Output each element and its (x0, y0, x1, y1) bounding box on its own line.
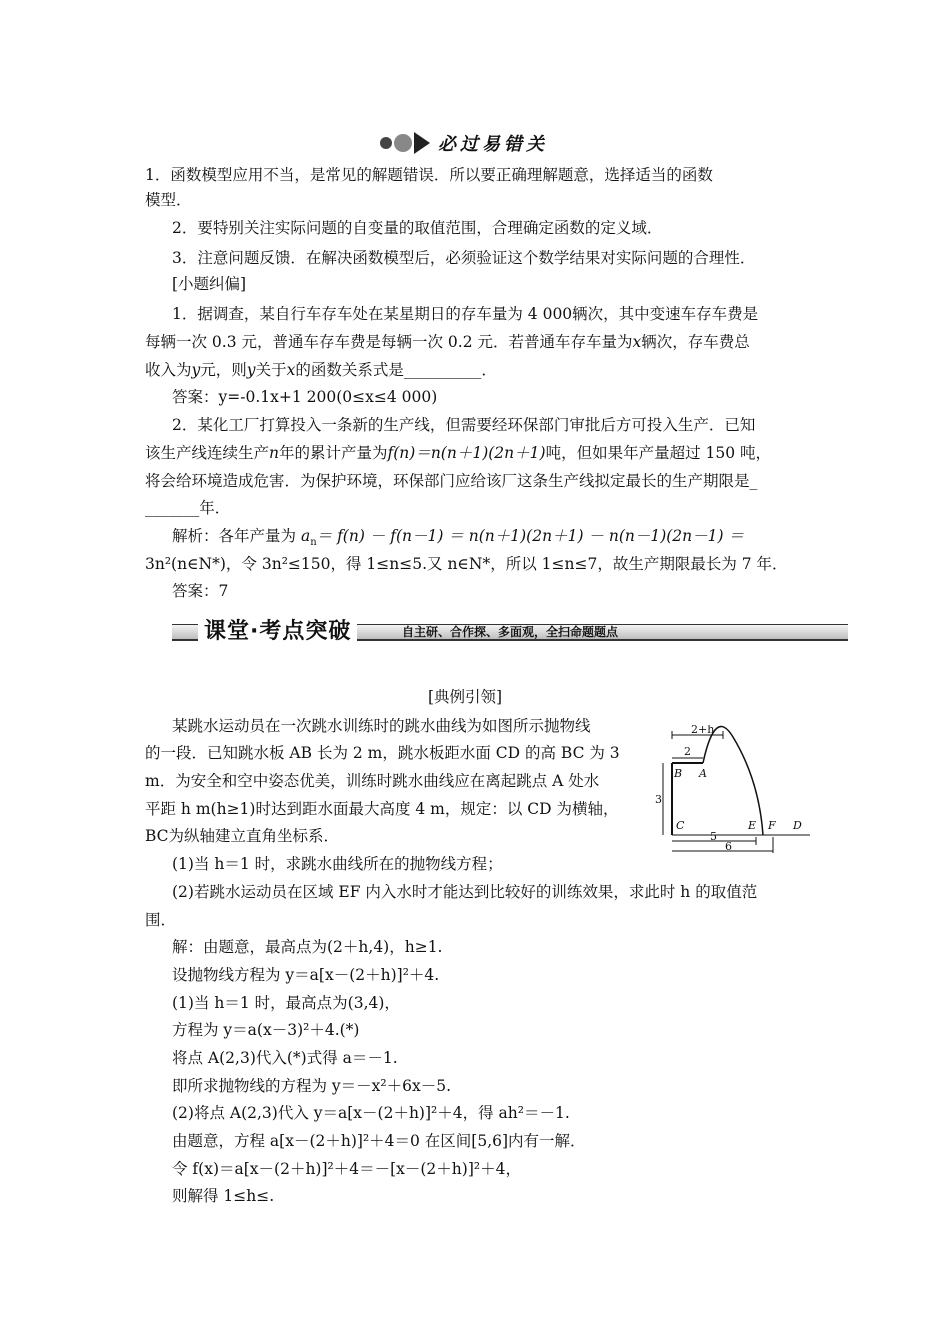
example-line-4: 平距 h m(h≥1)时达到距水面最大高度 4 m，规定：以 CD 为横轴， (145, 800, 619, 818)
section-header-title: 必过易错关 (438, 134, 548, 155)
section-header-mistakes (380, 130, 548, 156)
q2-line-4: _______年． (145, 499, 231, 517)
bullet-dot-icon (380, 137, 392, 149)
solution-line-5: 将点 A(2,3)代入(*)式得 a＝－1. (172, 1049, 398, 1067)
q1-line-2: 每辆一次 0.3 元，普通车存车费是每辆一次 0.2 元．若普通车存车量为x辆次，存车费总 (145, 333, 750, 351)
label-B: B (674, 767, 683, 780)
banner-title: 课堂·考点突破 (198, 614, 357, 645)
example-line-5: BC为纵轴建立直角坐标系． (145, 827, 340, 845)
label-2h: 2+h (691, 725, 715, 736)
label-ab: 2 (684, 745, 691, 758)
arrow-triangle-icon (414, 132, 430, 154)
q1-line-1: 1．据调查，某自行车存车处在某星期日的存车量为 4 000辆次，其中变速车存车费是 (172, 305, 759, 323)
q2-answer: 答案：7 (172, 582, 229, 600)
banner-subtitle: 自主研、合作探、多面观，全扫命题题点 (402, 625, 619, 639)
label-cf: 6 (725, 840, 732, 853)
solution-line-9: 令 f(x)＝a[x－(2＋h)]²＋4＝－[x－(2＋h)]²＋4， (172, 1160, 521, 1178)
intro-line-3: 2．要特别关注实际问题的自变量的取值范围，合理确定函数的定义域． (172, 219, 663, 237)
solution-line-4: 方程为 y＝a(x－3)²＋4.(*) (172, 1021, 360, 1039)
label-D: D (793, 819, 802, 832)
label-F: F (768, 819, 776, 832)
q2-solution-line-1: 解析：各年产量为 $a_n= f(n) - f(n-1) = n(n+1)(2n+1) - n(n-1)(2n-1)$ ＝ (172, 527, 744, 549)
label-C: C (676, 819, 685, 832)
part-2: (2)若跳水运动员在区域 EF 内入水时才能达到比较好的训练效果，求此时 h 的取值范 (172, 883, 758, 901)
label-ce: 5 (710, 830, 717, 843)
solution-line-2: 设抛物线方程为 y＝a[x－(2＋h)]²＋4. (172, 966, 440, 984)
label-A: A (699, 767, 707, 780)
solution-line-3: (1)当 h＝1 时，最高点为(3,4)， (172, 994, 400, 1012)
label-height: 3 (655, 793, 662, 806)
solution-line-6: 即所求抛物线的方程为 y＝－x²＋6x－5. (172, 1077, 452, 1095)
solution-line-1: 解：由题意，最高点为(2＋h,4)，h≥1. (172, 938, 443, 956)
q2-line-1: 2．某化工厂打算投入一条新的生产线，但需要经环保部门审批后方可投入生产．已知 (172, 416, 756, 434)
intro-line-1: 1．函数模型应用不当，是常见的解题错误．所以要正确理解题意，选择适当的函数 (145, 166, 713, 184)
part-2-cont: 围． (145, 911, 177, 929)
example-line-3: m．为安全和空中姿态优美，训练时跳水曲线应在离起跳点 A 处水 (145, 772, 600, 790)
solution-line-8: 由题意，方程 a[x－(2＋h)]²＋4＝0 在区间[5,6]内有一解． (172, 1132, 586, 1150)
example-line-1: 某跳水运动员在一次跳水训练时的跳水曲线为如图所示抛物线 (172, 717, 591, 735)
intro-line-4: 3．注意问题反馈．在解决函数模型后，必须验证这个数学结果对实际问题的合理性． (172, 249, 756, 267)
small-section-title: [小题纠偏] (172, 275, 247, 293)
solution-line-7: (2)将点 A(2,3)代入 y＝a[x－(2＋h)]²＋4，得 ah²＝－1. (172, 1104, 570, 1122)
example-title: [典例引领] (428, 688, 503, 706)
q2-solution-line-2: 3n²(n∈N*)，令 3n²≤150，得 1≤n≤5.又 n∈N*，所以 1≤n≤7，故生产期限最长为 7 年． (145, 555, 788, 573)
q1-answer: 答案：y=-0.1x+1 200(0≤x≤4 000) (172, 388, 438, 406)
q2-line-2: 该生产线连续生产n年的累计产量为f(n)＝n(n＋1)(2n＋1)吨，但如果年产量超过 150 吨， (145, 444, 772, 462)
label-E: E (748, 819, 757, 832)
q1-line-3: 收入为y元，则y关于x的函数关系式是__________． (145, 361, 497, 379)
intro-line-2: 模型． (145, 191, 192, 209)
solution-line-10: 则解得 1≤h≤. (172, 1187, 275, 1205)
bullet-dot-large-icon (394, 134, 412, 152)
q2-line-3: 将会给环境造成危害．为保护环境，环保部门应给该厂这条生产线拟定最长的生产期限是_ (145, 472, 758, 490)
section-banner (172, 620, 848, 644)
example-line-2: 的一段．已知跳水板 AB 长为 2 m，跳水板距水面 CD 的高 BC 为 3 (145, 744, 620, 762)
part-1: (1)当 h＝1 时，求跳水曲线所在的抛物线方程； (172, 855, 503, 873)
diving-diagram (655, 725, 815, 855)
